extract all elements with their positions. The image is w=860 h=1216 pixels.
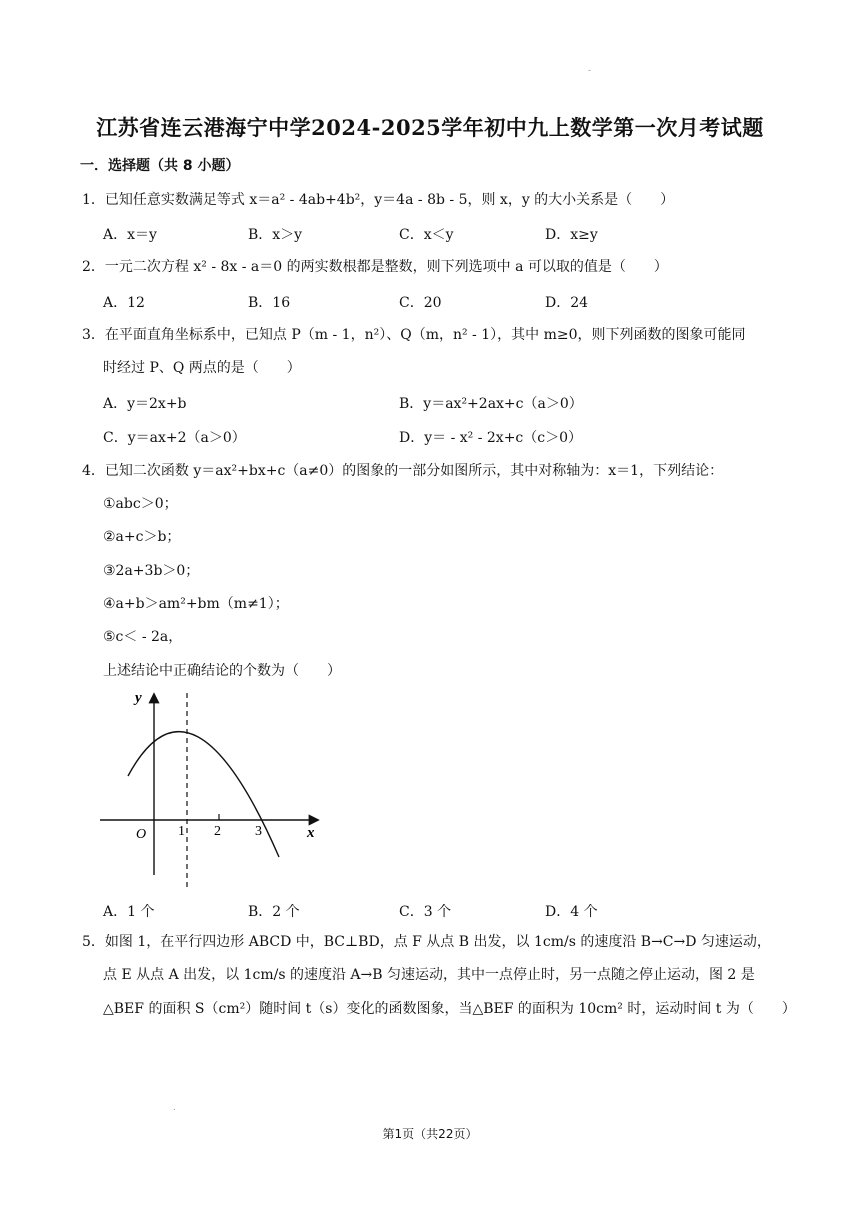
q4-statement-2: ②a+c＞b； [103,529,181,545]
question-4-stem: 4．已知二次函数 y＝ax²+bx+c（a≠0）的图象的一部分如图所示，其中对称轴为：x＝1，下列结论： [82,463,724,479]
question-5-stem-line-3: △BEF 的面积 S（cm²）随时间 t（s）变化的函数图象，当△BEF 的面积为 10cm² 时，运动时间 t 为（ ） [103,1001,796,1017]
page-dot: . [173,1103,176,1113]
q4-statement-5: ⑤c＜ ‑ 2a， [103,629,183,645]
parabola-graph [95,685,330,895]
q4-statement-1: ①abc＞0； [103,496,178,512]
x-axis-label: x [307,825,315,841]
q3-option-c: C．y＝ax+2（a＞0） [103,430,246,446]
q1-option-a: A．x＝y [103,227,157,243]
page-title: 江苏省连云港海宁中学2024-2025学年初中九上数学第一次月考试题 [96,115,764,140]
section-heading: 一．选择题（共 8 小题） [80,158,240,174]
tick-label-2: 2 [214,824,221,839]
q1-option-b: B．x＞y [248,227,303,243]
tick-label-3: 3 [255,824,262,839]
question-5-stem-line-2: 点 E 从点 A 出发，以 1cm/s 的速度沿 A→B 匀速运动，其中一点停止时，另一点随之停止运动，图 2 是 [103,967,755,983]
question-5-stem-line-1: 5．如图 1，在平行四边形 ABCD 中，BC⊥BD，点 F 从点 B 出发，以 1cm/s 的速度沿 B→C→D 匀速运动， [82,934,771,950]
page-footer: 第1页（共22页） [382,1127,478,1141]
q4-question: 上述结论中正确结论的个数为（ ） [103,663,341,679]
q2-option-b: B．16 [248,295,291,311]
question-3-stem-line-2: 时经过 P、Q 两点的是（ ） [103,360,301,376]
page-mark: - [588,66,592,76]
q2-option-d: D．24 [545,295,589,311]
q4-statement-4: ④a+b＞am²+bm（m≠1）； [103,596,289,612]
y-axis-label: y [135,690,142,706]
q1-option-d: D．x≥y [545,227,598,243]
q3-option-a: A．y＝2x+b [103,396,187,412]
q4-statement-3: ③2a+3b＞0； [103,563,200,579]
question-1-stem: 1．已知任意实数满足等式 x＝a² ‑ 4ab+4b²，y＝4a ‑ 8b ‑ 5，则 x，y 的大小关系是（ ） [82,192,675,208]
q4-option-a: A．1 个 [103,904,155,920]
question-3-stem-line-1: 3．在平面直角坐标系中，已知点 P（m ‑ 1，n²）、Q（m，n² ‑ 1），其中 m≥0，则下列函数的图象可能同 [82,327,746,343]
q4-option-d: D．4 个 [545,904,598,920]
origin-label: O [136,827,147,842]
q2-option-c: C．20 [399,295,442,311]
tick-label-1: 1 [178,824,185,839]
question-2-stem: 2．一元二次方程 x² ‑ 8x ‑ a＝0 的两实数根都是整数，则下列选项中 a 可以取的值是（ ） [82,259,668,275]
q1-option-c: C．x＜y [399,227,454,243]
q3-option-b: B．y＝ax²+2ax+c（a＞0） [399,396,583,412]
q2-option-a: A．12 [103,295,145,311]
q4-option-c: C．3 个 [399,904,452,920]
q4-option-b: B．2 个 [248,904,300,920]
q3-option-d: D．y＝ ‑ x² ‑ 2x+c（c＞0） [399,430,583,446]
